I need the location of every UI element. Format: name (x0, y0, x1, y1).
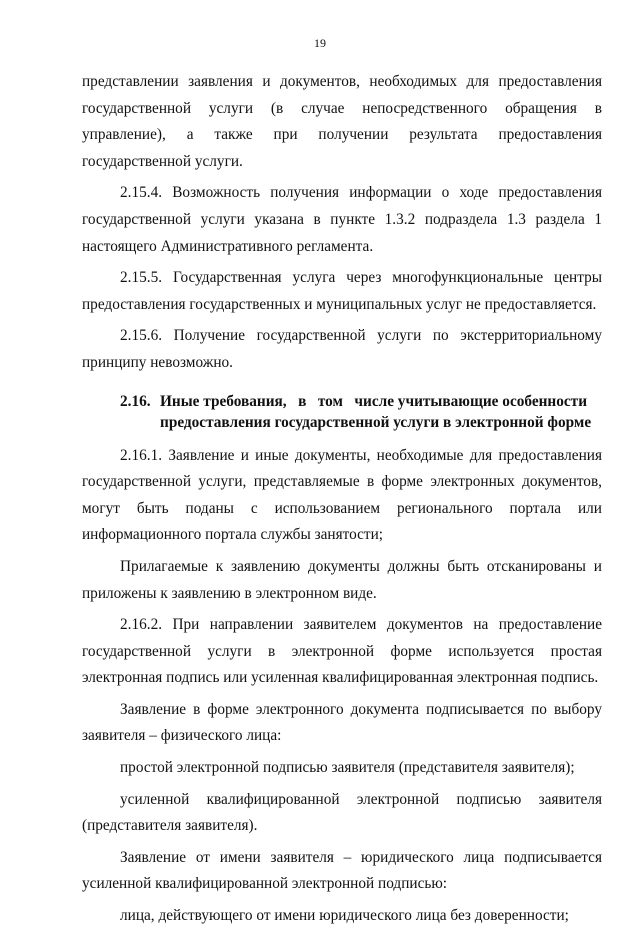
paragraph-2-16-2: 2.16.2. При направлении заявителем документов на предоставление государственной услуги в электронной форме используется простая электронная подпись или усиленная квалифицированная электронная подпись. (82, 616, 602, 687)
paragraph-simple-signature: простой электронной подписью заявителя (представителя заявителя); (120, 759, 575, 777)
paragraph-2-15-5: 2.15.5. Государственная услуга через многофункциональные центры предоставления государственных и муниципальных услуг не предоставляется. (82, 269, 602, 313)
paragraph-legal-entity-signature: Заявление от имени заявителя – юридического лица подписывается усиленной квалифицированной электронной подписью: (82, 848, 602, 893)
paragraph-attachments: Прилагаемые к заявлению документы должны быть отсканированы и приложены к заявлению в электронном виде. (82, 557, 602, 602)
section-title-line-2: предоставления государственной услуги в электронной форме (160, 413, 592, 431)
paragraph-continuation: представлении заявления и документов, необходимых для предоставления государственной услуги (в случае непосредственного обращения в управление), а также при получении результата предоставления государственной услуги. (82, 73, 602, 170)
paragraph-person-without-proxy: лица, действующего от имени юридического лица без доверенности; (120, 907, 569, 925)
paragraph-2-15-4: 2.15.4. Возможность получения информации о ходе предоставления государственной услуги указана в пункте 1.3.2 подраздела 1.3 раздела 1 настоящего Административного регламента. (82, 184, 602, 255)
document-body (82, 69, 602, 935)
paragraph-2-15-6: 2.15.6. Получение государственной услуги по экстерриториальному принципу невозможно. (82, 327, 602, 371)
section-number: 2.16. (120, 392, 151, 410)
page-number: 19 (314, 36, 326, 50)
paragraph-individual-signature: Заявление в форме электронного документа подписывается по выбору заявителя – физического лица: (82, 700, 602, 745)
paragraph-2-16-1: 2.16.1. Заявление и иные документы, необходимые для предоставления государственной услуги, представляемые в форме электронных документов, могут быть поданы с использованием регионального портала или информационного портала службы занятости; (82, 446, 602, 544)
section-title-line-1: Иные требования, в том числе учитывающие особенности (160, 392, 588, 410)
section-heading (82, 391, 602, 433)
paragraph-qualified-signature: усиленной квалифицированной электронной подписью заявителя (представителя заявителя). (82, 790, 602, 835)
